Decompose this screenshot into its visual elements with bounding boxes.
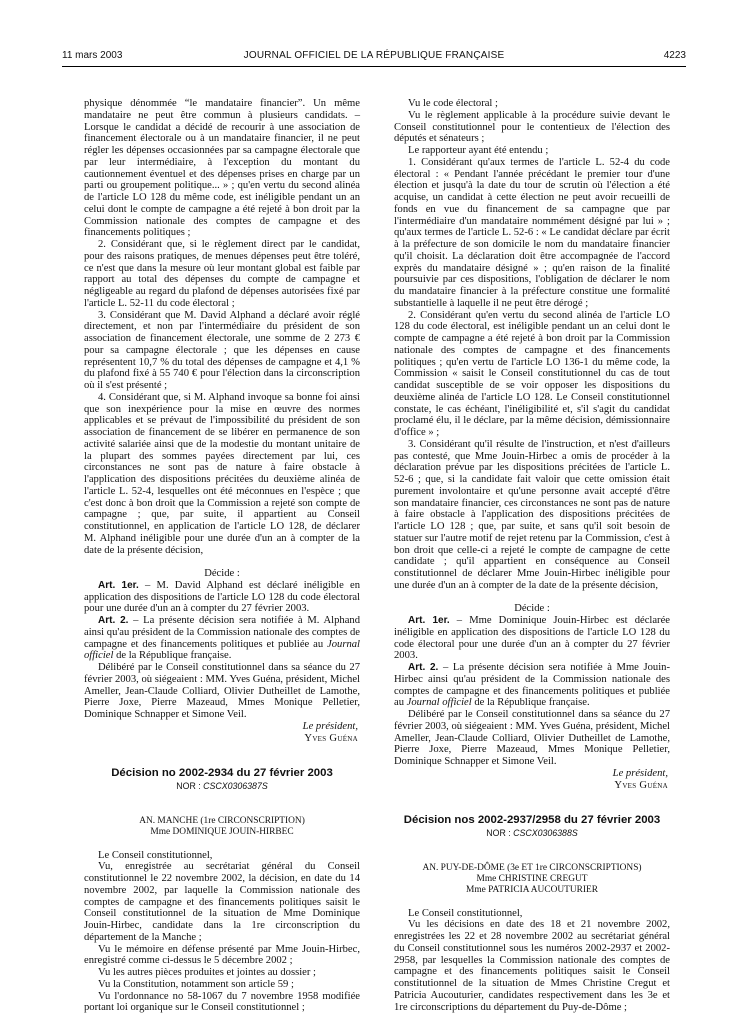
paragraph: Le rapporteur ayant été entendu ;: [394, 145, 670, 157]
article-2: [394, 662, 670, 709]
nor-code: CSCX0306388S: [513, 828, 578, 838]
decide-heading: Décide :: [84, 568, 360, 580]
article-text: – Mme Dominique Jouin-Hirbec est déclarée inéligible en application des dispositions de l'article LO 128 du code électoral pour une durée d'un an à compter du 27 février 2003.: [394, 615, 670, 661]
journal-name: Journal officiel: [407, 697, 472, 708]
left-column: [84, 98, 360, 1014]
article-label: Art. 1er.: [98, 580, 139, 591]
decision-title: Décision nos 2002-2937/2958 du 27 février 2003: [394, 815, 670, 827]
article-label: Art. 2.: [98, 615, 128, 626]
paragraph: Le Conseil constitutionnel,: [84, 850, 360, 862]
page-header: [62, 50, 686, 66]
candidate-name: Mme CHRISTINE CREGUT: [394, 874, 670, 885]
signature-role: Le président,: [84, 721, 360, 733]
paragraph: Vu, enregistrée au secrétariat général du Conseil constitutionnel le 22 novembre 2002, la décision, en date du 14 novembre 2002, par laquelle la Commission nationale des comptes de campagne et des financements politiques saisit le Conseil constitutionnel de la situation de Mme Dominique Jouin-Hirbec, candidate dans la 1re circonscription du département de la Manche ;: [84, 861, 360, 943]
article-2: [84, 615, 360, 662]
paragraph: Le Conseil constitutionnel,: [394, 908, 670, 920]
header-date: 11 mars 2003: [62, 50, 122, 61]
deliberation: Délibéré par le Conseil constitutionnel dans sa séance du 27 février 2003, où siégeaient : MM. Yves Guéna, président, Michel Ameller, Jean-Claude Colliard, Olivier Dutheillet de Lamothe, Pierre Joxe, Pierre Mazeaud, Mmes Monique Pelletier, Dominique Schnapper et Simone Veil.: [84, 662, 360, 721]
paragraph: 3. Considérant que M. David Alphand a déclaré avoir réglé directement, et non par l'intermédiaire du président de son association de financement électorale, une somme de 2 273 € pour sa campagne électorale ; que les dépenses en cause représentent 10,7 % du total des dépenses de campagne et 4,1 % du plafond fixé à 55 740 € pour l'élection dans la circonscription où il s'est présenté ;: [84, 310, 360, 392]
paragraph: 1. Considérant qu'aux termes de l'article L. 52-4 du code électoral : « Pendant l'année précédant le premier tour d'une élection et jusqu'à la date du tour de scrutin où l'élection a été acquise, un candidat à cette élection ne peut avoir recueilli de fonds en vue du financement de sa campagne que par l'intermédiaire d'un mandataire nommément désigné par lui » ; qu'aux termes de l'article L. 52-6 : « Le candidat déclare par écrit à la préfecture de son domicile le nom du mandataire financier qu'il choisit. La déclaration doit être accompagnée de l'accord exprès du mandataire désigné » ; qu'en raison de la finalité poursuivie par ces dispositions, l'obligation de déclarer le nom du mandataire financier à la préfecture constitue une formalité substantielle à laquelle il ne peut être dérogé ;: [394, 157, 670, 310]
right-column: [394, 98, 670, 1013]
journal-name: Journal officiel: [84, 639, 360, 662]
paragraph: 3. Considérant qu'il résulte de l'instruction, et n'est d'ailleurs pas contesté, que Mme Jouin-Hirbec a omis de procéder à la déclaration prévue par les dispositions précitées de l'article L. 52-6 ; que, si la candidate fait valoir que cette omission était purement involontaire et qu'une personne avait accepté d'être son mandataire financier, ces circonstances ne sont pas de nature à faire obstacle à l'application des dispositions précitées de l'article LO 128 ; que, par suite, et sans qu'il soit besoin de statuer sur l'autre motif de rejet retenu par la Commission, c'est à bon droit que celle-ci a rejeté le compte de campagne de cette candidate ; qu'il appartient en conséquence au Conseil constitutionnel de déclarer Mme Jouin-Hirbec inéligible pour une durée d'un an à compter de la date de la présente décision,: [394, 439, 670, 592]
deliberation: Délibéré par le Conseil constitutionnel dans sa séance du 27 février 2003, où siégeaient : MM. Yves Guéna, président, Michel Ameller, Jean-Claude Colliard, Olivier Dutheillet de Lamothe, Pierre Joxe, Pierre Mazeaud, Mmes Monique Pelletier, Dominique Schnapper et Simone Veil.: [394, 709, 670, 768]
article-text: de la République française.: [472, 697, 590, 708]
candidate-name: Mme DOMINIQUE JOUIN-HIRBEC: [84, 827, 360, 838]
article-text: – M. David Alphand est déclaré inéligible en application des dispositions de l'article LO 128 du code électoral pour une durée d'un an à compter du 27 février 2003.: [84, 580, 360, 615]
paragraph: Vu le mémoire en défense présenté par Mme Jouin-Hirbec, enregistré comme ci-dessus le 5 décembre 2002 ;: [84, 944, 360, 968]
affair-heading: AN. MANCHE (1re CIRCONSCRIPTION): [84, 816, 360, 827]
candidate-name: Mme PATRICIA AUCOUTURIER: [394, 885, 670, 896]
paragraph: physique dénommée “le mandataire financier”. Un même mandataire ne peut être commun à plusieurs candidats. – Lorsque le candidat a décidé de recourir à une association de financement électorale ou à un mandataire financier, il ne peut régler les dépenses occasionnées par sa campagne électorale que par leur intermédiaire, à l'exception du montant du cautionnement éventuel et des dépenses prises en charge par un parti ou groupement politique... » ; qu'en vertu du second alinéa de l'article LO 128 du même code, est inéligible pendant un an celui dont le compte de campagne a été rejeté à bon droit par la Commission nationale des comptes de campagne et des financements politiques ;: [84, 98, 360, 239]
paragraph: Vu les autres pièces produites et jointes au dossier ;: [84, 967, 360, 979]
paragraph: 4. Considérant que, si M. Alphand invoque sa bonne foi ainsi que son inexpérience pour la mise en œuvre des normes applicables et se prévaut de l'impossibilité du président de son association de financement de se libérer en permanence de son activité salariée ainsi que de la modestie du montant unitaire de la plupart des sommes payées directement par lui, ces circonstances ne sont pas de nature à faire obstacle à l'application des dispositions précitées du deuxième alinéa de l'article L. 52-4, lesquelles ont été méconnues en l'espèce ; que c'est donc à bon droit que la Commission a rejeté son compte de campagne ; que, par suite, il appartient au Conseil constitutionnel, en application de l'article LO 128, de déclarer M. Alphand inéligible pour une durée d'un an à compter de la date de la présente décision,: [84, 392, 360, 557]
header-title: JOURNAL OFFICIEL DE LA RÉPUBLIQUE FRANÇAISE: [62, 50, 686, 61]
affair-heading: AN. PUY-DE-DÔME (3e ET 1re CIRCONSCRIPTIONS): [394, 863, 670, 874]
signature-name: Yves Guéna: [84, 733, 360, 745]
paragraph: 2. Considérant qu'en vertu du second alinéa de l'article LO 128 du code électoral, est inéligible pendant un an celui dont le compte de campagne a été rejeté à bon droit par la Commission nationale des comptes de campagne et des financements politiques ; qu'en vertu de l'article LO 136-1 du même code, la Commission « saisit le Conseil constitutionnel du cas de tout candidat susceptible de se voir opposer les dispositions du deuxième alinéa de l'article LO 128. Le Conseil constitutionnel constate, le cas échéant, l'inéligibilité et, s'il s'agit du candidat proclamé élu, il le déclare, par la même décision, démissionnaire d'office » ;: [394, 310, 670, 439]
header-rule: [62, 66, 686, 67]
signature-role: Le président,: [394, 768, 670, 780]
article-text: de la République française.: [113, 650, 231, 661]
paragraph: 2. Considérant que, si le règlement direct par le candidat, pour des raisons pratiques, de menues dépenses peut être toléré, ce n'est que dans la mesure où leur montant global est faible par rapport au total des dépenses du compte de campagne et négligeable au regard du plafond de dépenses autorisées fixé par l'article L. 52-11 du code électoral ;: [84, 239, 360, 310]
article-1: [394, 615, 670, 662]
signature-name: Yves Guéna: [394, 780, 670, 792]
header-page-number: 4223: [664, 50, 686, 61]
paragraph: Vu la Constitution, notamment son article 59 ;: [84, 979, 360, 991]
paragraph: Vu l'ordonnance no 58-1067 du 7 novembre 1958 modifiée portant loi organique sur le Conseil constitutionnel ;: [84, 991, 360, 1014]
article-label: Art. 2.: [408, 662, 438, 673]
paragraph: Vu le règlement applicable à la procédure suivie devant le Conseil constitutionnel pour le contentieux de l'élection des députés et sénateurs ;: [394, 110, 670, 145]
decision-title: Décision no 2002-2934 du 27 février 2003: [84, 768, 360, 780]
paragraph: Vu les décisions en date des 18 et 21 novembre 2002, enregistrées les 22 et 28 novembre 2002 au secrétariat général du Conseil constitutionnel sous les numéros 2002-2937 et 2002-2958, par lesquelles la Commission nationale des comptes de campagne et des financements politiques saisit le Conseil constitutionnel de la situation de Mmes Christine Cregut et Patricia Aucouturier, candidates respectivement dans les 3e et 1re circonscriptions du département du Puy-de-Dôme ;: [394, 919, 670, 1013]
article-label: Art. 1er.: [408, 615, 450, 626]
article-text: – La présente décision sera notifiée à M. Alphand ainsi qu'au président de la Commission nationale des comptes de campagne et des financements politiques et publiée au: [84, 615, 360, 650]
nor-reference: NOR : CSCX0306387S: [84, 781, 360, 793]
nor-reference: NOR : CSCX0306388S: [394, 828, 670, 840]
nor-code: CSCX0306387S: [203, 781, 268, 791]
article-text: – La présente décision sera notifiée à Mme Jouin-Hirbec ainsi qu'au président de la Commission nationale des comptes de campagne et des financements politiques et publiée au: [394, 662, 670, 708]
decide-heading: Décide :: [394, 603, 670, 615]
paragraph: Vu le code électoral ;: [394, 98, 670, 110]
article-1: [84, 580, 360, 615]
